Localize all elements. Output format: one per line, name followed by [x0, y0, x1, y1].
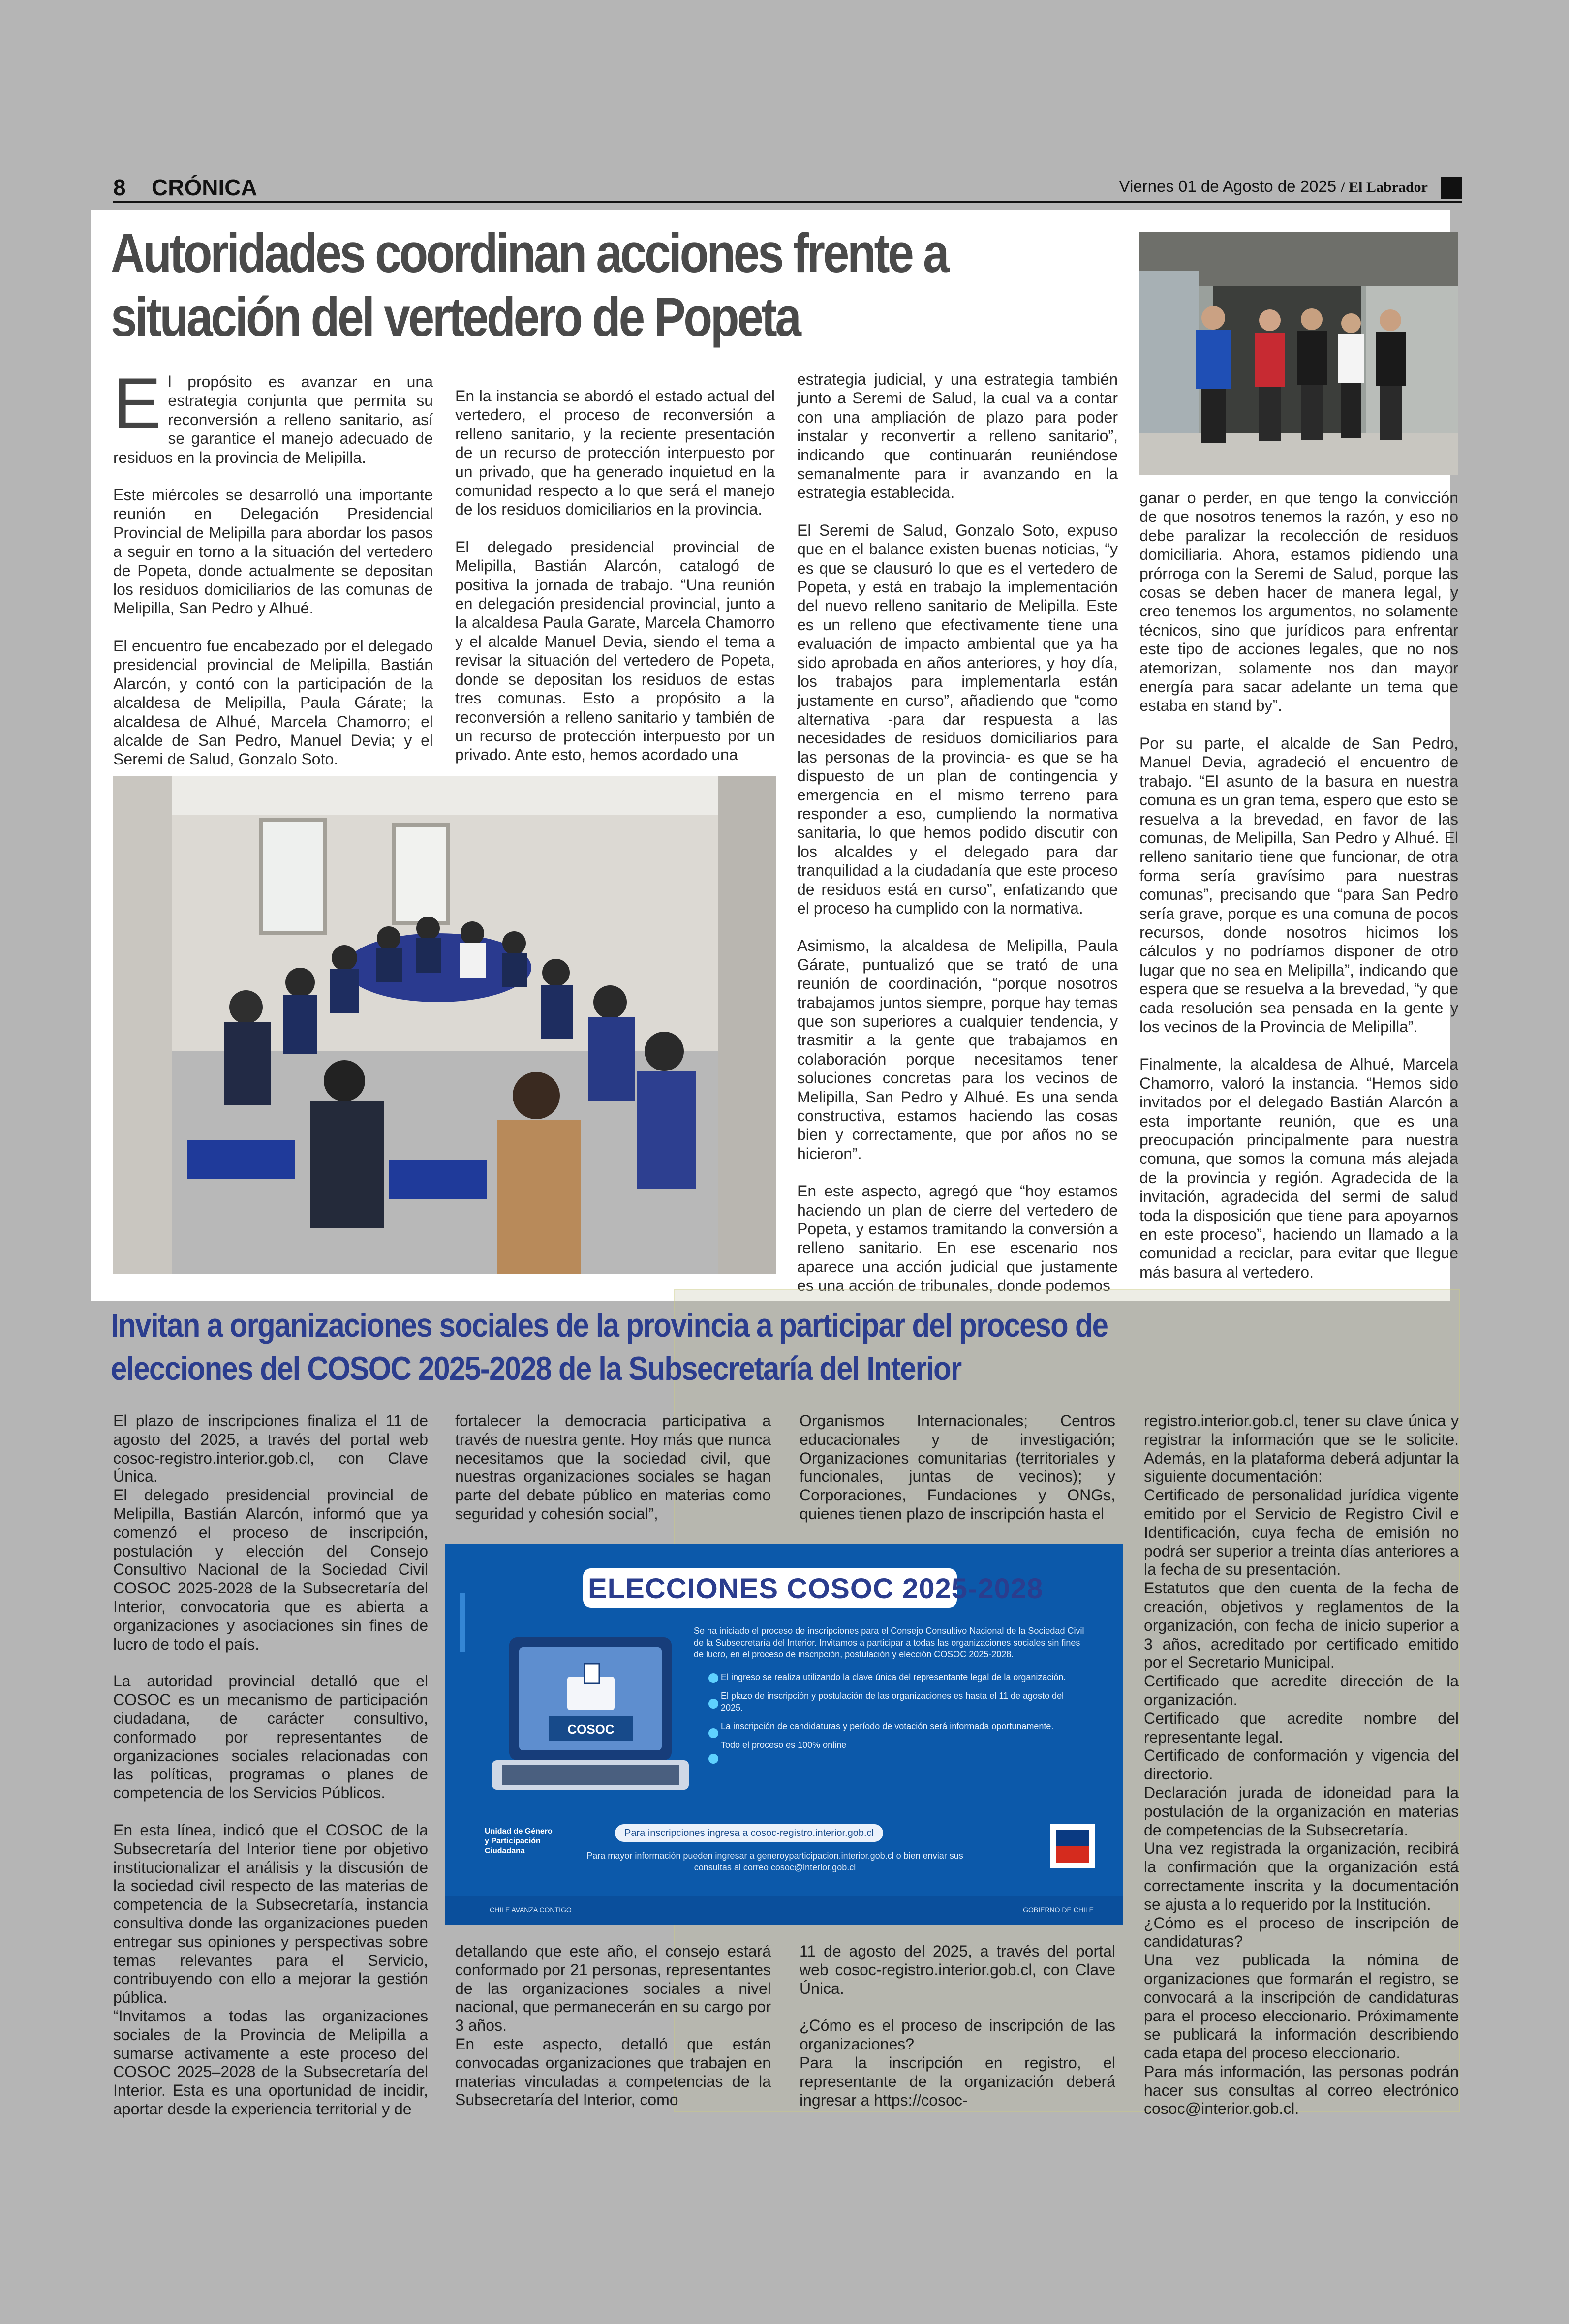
article2-paragraph: Certificado de conformación y vigencia del directorio. [1144, 1746, 1459, 1783]
article2-paragraph: El plazo de inscripciones finaliza el 11 de agosto del 2025, a través del portal web cosoc-registro.interior.gob.cl, con Clave Única. [113, 1412, 428, 1486]
article2-paragraph: En esta línea, indicó que el COSOC de la Subsecretaría del Interior tiene por objetivo institucionalizar el análisis y la discusión de la sociedad civil respecto de las materias de competencia de la Subsecretaría, instancia consultiva donde las organizaciones pueden entregar sus opiniones y perspectivas sobre temas relevantes para el Servicio, contribuyendo con ello a mejorar la gestión pública. [113, 1821, 428, 2007]
article2-paragraph: ¿Cómo es el proceso de inscripción de las organizaciones? [800, 2017, 1115, 2053]
article1-paragraph: En la instancia se abordó el estado actual del vertedero, el proceso de reconversión a relleno sanitario, y la reciente presentación de un recurso de protección interpuesto por un privado, que ha generado inquietud en la comunidad respecto a lo que será el manejo de los residuos domiciliarios en la provincia. [455, 387, 775, 519]
article2-paragraph: “Invitamos a todas las organizaciones sociales de la Provincia de Melipilla a sumarse activamente a este proceso del COSOC 2025–2028 de la Subsecretaría del Interior. Esta es una oportunidad de incidir, aportar desde la experiencia territorial y de [113, 2007, 428, 2118]
laptop-label: COSOC [567, 1722, 615, 1737]
article2-paragraph: Una vez registrada la organización, recibirá la confirmación que la organización está correctamente inscrita y la documentación se ajusta a lo requerido por la Institución. [1144, 1839, 1459, 1913]
article2-paragraph: El delegado presidencial provincial de Melipilla, Bastián Alarcón, informó que ya comenzó el proceso de inscripción, postulación y elección del Consejo Consultivo Nacional de la Sociedad Civil COSOC 2025-2028 de la Subsecretaría del Interior, convocatoria que es abierta a organizaciones y asociaciones sin fines de lucro de todo el país. [113, 1486, 428, 1653]
article1-paragraph: Por su parte, el alcalde de San Pedro, Manuel Devia, agradeció el encuentro de trabajo. “El asunto de la basura en nuestra comuna es un gran tema, espero que esto se resuelva a la brevedad, en favor de las comunas, de Melipilla, San Pedro y Alhué. El relleno sanitario tiene que funcionar, de otra forma sería gravísimo para nuestras comunas”, precisando que “para San Pedro sería grave, porque es una comuna de pocos recursos, donde nosotros hicimos los cálculos y no podríamos disponer de otro lugar que no sea en Melipilla”, indicando que espera que se resuelva a la brevedad, “y que cada resolución sea pensada en la gente y los vecinos de la Provincia de Melipilla”. [1139, 734, 1458, 1036]
section-name: CRÓNICA [152, 175, 257, 200]
article1-column-4 [1139, 489, 1458, 1282]
article1-paragraph: ganar o perder, en que tengo la convicción de que nosotros tenemos la razón, y eso no debe paralizar la recolección de residuos domiciliaria. Ahora, estamos pidiendo una prórroga con la Seremi de Salud, porque las cosas se deben hacer de manera legal, y creo tenemos los argumentos, no solamente técnicos, sino que jurídicos para enfrentar este tipo de acciones legales, que no nos atemorizan, solamente nos dan mayor energía para sacar adelante un tema que estaba en stand by”. [1139, 489, 1458, 715]
article1-paragraph: Este miércoles se desarrolló una importante reunión en Delegación Presidencial Provincial de Melipilla para abordar los pasos a seguir en torno a la situación del vertedero de Popeta, donde actualmente se depositan los residuos domiciliarios de las comunas de Melipilla, San Pedro y Alhué. [113, 486, 433, 617]
poster-url-pill: Para inscripciones ingresa a cosoc-registro.interior.gob.cl [615, 1824, 883, 1842]
article1-paragraph: estrategia judicial, y una estrategia también junto a Seremi de Salud, la cual va a contar con una ampliación de plazo para poder instalar y reconvertir a relleno sanitario”, indicando que continuarán reuniéndose semanalmente para ir avanzando en la estrategia establecida. [797, 370, 1118, 502]
article2-paragraph: Certificado que acredite dirección de la organización. [1144, 1672, 1459, 1709]
poster-title [588, 1572, 1043, 1605]
poster-intro: Se ha iniciado el proceso de inscripciones para el Consejo Consultivo Nacional de la Sociedad Civil de la Subsecretaría del Interior. Invitamos a participar a todas las organizaciones sociales sin fines de lucro, en el proceso de inscripción, postulación y elección COSOC 2025-2028. [694, 1626, 1084, 1659]
article2-paragraph: fortalecer la democracia participativa a través de nuestra gente. Hoy más que nunca necesitamos que la sociedad civil, que nuestras organizaciones sociales se hagan parte del debate público en materias como seguridad y cohesión social”, [455, 1412, 771, 1523]
article1-paragraph: En este aspecto, agregó que “hoy estamos haciendo un plan de cierre del vertedero de Popeta, y estamos tramitando la conversión a relleno sanitario. En ese escenario nos aparece una acción judicial que justamente es una acción de tribunales, donde podemos [797, 1182, 1118, 1295]
poster-info: Para mayor información pueden ingresar a generoyparticipacion.interior.gob.cl o bien enviar sus consultas al correo cosoc@interior.gob.cl [586, 1851, 963, 1872]
group-photo-image [1139, 232, 1458, 475]
article2-paragraph: Para más información, las personas podrán hacer sus consultas al correo electrónico cosoc@interior.gob.cl. [1144, 2062, 1459, 2118]
poster-bullet: El ingreso se realiza utilizando la clave única del representante legal de la organización. [721, 1672, 1066, 1682]
article1-paragraph: El delegado presidencial provincial de Melipilla, Bastián Alarcón, catalogó de positiva la jornada de trabajo. “Una reunión en delegación presidencial provincial, junto a la alcaldesa Paula Garate, Marcela Chamorro y el alcalde Manuel Devia, siendo el tema a revisar la situación del vertedero de Popeta, donde se depositan los residuos de estas tres comunas. Esto a propósito a la reconversión a relleno sanitario y también de un recurso de protección interpuesto por un privado. Ante esto, hemos acordado una [455, 538, 775, 764]
article2-paragraph: Estatutos que den cuenta de la fecha de creación, objetivos y reglamentos de la organización, con fecha de inicio superior a 3 años, acreditado por certificado emitido por el Secretario Municipal. [1144, 1579, 1459, 1672]
date-text: Viernes 01 de Agosto de 2025 [1119, 177, 1337, 195]
article2-paragraph: Una vez publicada la nómina de organizaciones que formarán el registro, se convocará a la inscripción de candidaturas para el proceso eleccionario. Próximamente se publicará la información describiendo cada etapa del proceso eleccionario. [1144, 1951, 1459, 2062]
article1-column-3 [797, 370, 1118, 1295]
meeting-photo-image [113, 776, 776, 1274]
article2-column-4 [1144, 1412, 1459, 2118]
article1-text: l propósito es avanzar en una estrategia conjunta que permita su reconversión a relleno sanitario, así se garantice el manejo adecuado de residuos en la provincia de Melipilla. [113, 373, 433, 466]
article2-paragraph: 11 de agosto del 2025, a través del portal web cosoc-registro.interior.gob.cl, con Clave Única. [800, 1942, 1115, 1997]
article1-paragraph: El Seremi de Salud, Gonzalo Soto, expuso que en el balance existen buenas noticias, “y es que se clausuró lo que es el vertedero de Popeta, y está en trabajo la implementación del nuevo relleno sanitario de Melipilla. Este es un relleno que efectivamente tiene una evaluación de impacto ambiental que ya ha sido aprobada en años anteriores, y hoy día, los trabajos para implementarla están justamente en curso”, añadiendo que “como alternativa -para dar respuesta a las necesidades de residuos domiciliarios para las personas de la provincia- es que se ha dispuesto de un plan de contingencia y emergencia en el mismo terreno para responder a eso, cumpliendo la normativa sanitaria, lo que hemos podido discutir con los alcaldes y el delegado para dar tranquilidad a la ciudadanía que este proceso de residuos está en curso”, enfatizando que el proceso ha cumplido con la normativa. [797, 521, 1118, 917]
article1-headline: Autoridades coordinan acciones frente a situación del vertedero de Popeta [111, 222, 948, 348]
article2-paragraph: Certificado que acredite nombre del representante legal. [1144, 1709, 1459, 1746]
page-header [113, 172, 1462, 203]
article2-column-3-top [800, 1412, 1115, 1524]
article2-paragraph: ¿Cómo es el proceso de inscripción de candidaturas? [1144, 1914, 1459, 1951]
article2-column-3-bottom [800, 1942, 1115, 2110]
group-photo [1139, 232, 1458, 475]
poster-unit: Unidad de Género y Participación Ciudadana [485, 1827, 553, 1855]
cosoc-poster [445, 1544, 1123, 1925]
meeting-photo [113, 776, 776, 1274]
article1-column-2 [455, 387, 775, 764]
article1-paragraph [113, 363, 433, 467]
newspaper-name: / El Labrador [1341, 179, 1428, 195]
poster-body [694, 1625, 1085, 1758]
article2-column-2-top [455, 1412, 771, 1524]
header-rule [113, 201, 1462, 203]
article1-paragraph: Finalmente, la alcaldesa de Alhué, Marcela Chamorro, valoró la instancia. “Hemos sido invitados por el delegado Bastián Alarcón a esta importante reunión, que es una preocupación principalmente para nuestra comuna, que somos la comuna más alejada de la provincia y región. Agradecida de la invitación, agradecida del sermi de salud toda la disposición que tiene para apoyarnos en este proceso”, haciendo un llamado a la comunidad a reciclar, para evitar que llegue más basura al vertedero. [1139, 1055, 1458, 1281]
poster-bullet: Todo el proceso es 100% online [721, 1740, 847, 1750]
article1-column-1 [113, 363, 433, 769]
article2-column-1 [113, 1412, 428, 2119]
poster-footer-left: CHILE AVANZA CONTIGO [490, 1906, 572, 1914]
issue-date [1119, 177, 1428, 196]
article2-paragraph: La autoridad provincial detalló que el COSOC es un mecanismo de participación ciudadana, de carácter consultivo, conformado por representantes de organizaciones sociales relacionadas con las políticas, programas o planes de competencia de los Servicios Públicos. [113, 1672, 428, 1802]
article2-paragraph: Para la inscripción en registro, el representante de la organización deberá ingresar a https://cosoc- [800, 2053, 1115, 2109]
header-square-mark [1441, 177, 1462, 199]
article2-paragraph: detallando que este año, el consejo estará conformado por 21 personas, representantes de las organizaciones sociales a nivel nacional, que permanecerán en su cargo por 3 años. [455, 1942, 771, 2035]
article2-headline: Invitan a organizaciones sociales de la provincia a participar del proceso de elecciones del COSOC 2025-2028 de la Subsecretaría del Interior [111, 1307, 1108, 1387]
poster-title-b: COSOC 2025-2028 [787, 1573, 1044, 1605]
article1-paragraph: Asimismo, la alcaldesa de Melipilla, Paula Gárate, puntualizó que se trató de una reunión de coordinación, “porque nosotros trabajamos juntos siempre, porque hay temas que son superiores a cualquier tendencia, y trasmitir a la gente que trabajamos en colaboración porque necesitamos tener soluciones concretas para los vecinos de Melipilla, San Pedro y Alhué. Es una senda constructiva, estamos haciendo las cosas bien y correctamente, que por años no se hicieron”. [797, 937, 1118, 1162]
poster-footer-right: GOBIERNO DE CHILE [1023, 1906, 1094, 1914]
article2-paragraph: Declaración jurada de idoneidad para la postulación de la organización en materias de competencias de la Subsecretaría. [1144, 1783, 1459, 1839]
article2-paragraph: En este aspecto, detalló que están convocadas organizaciones que trabajen en materias vinculadas a competencias de la Subsecretaría del Interior, como [455, 2035, 771, 2109]
page-number: 8 [113, 175, 126, 200]
poster-bullet: El plazo de inscripción y postulación de las organizaciones es hasta el 11 de agosto del 2025. [721, 1691, 1064, 1712]
article2-paragraph: registro.interior.gob.cl, tener su clave única y registrar la información que se le solicite. Además, en la plataforma deberá adjuntar la siguiente documentación: [1144, 1412, 1459, 1486]
article2-paragraph: Certificado de personalidad jurídica vigente emitido por el Servicio de Registro Civil e Identificación, cuya fecha de emisión no podrá ser superior a treinta días anteriores a la fecha de su presentación. [1144, 1486, 1459, 1579]
poster-title-a: ELECCIONES [588, 1573, 787, 1605]
article2-column-2-bottom [455, 1942, 771, 2110]
dropcap: E [113, 363, 161, 443]
article1-paragraph: El encuentro fue encabezado por el delegado presidencial provincial de Melipilla, Bastián Alarcón, y contó con la participación de la alcaldesa de Melipilla, Paula Gárate; la alcaldesa de Alhué, Marcela Chamorro; el alcalde de San Pedro, Manuel Devia; y el Seremi de Salud, Gonzalo Soto. [113, 637, 433, 768]
article2-paragraph: Organismos Internacionales; Centros educacionales y de investigación; Organizaciones comunitarias (territoriales y funcionales, juntas de vecinos); y Corporaciones, Fundaciones y ONGs, quienes tienen plazo de inscripción hasta el [800, 1412, 1115, 1523]
poster-bullet: La inscripción de candidaturas y período de votación será informada oportunamente. [721, 1721, 1054, 1731]
